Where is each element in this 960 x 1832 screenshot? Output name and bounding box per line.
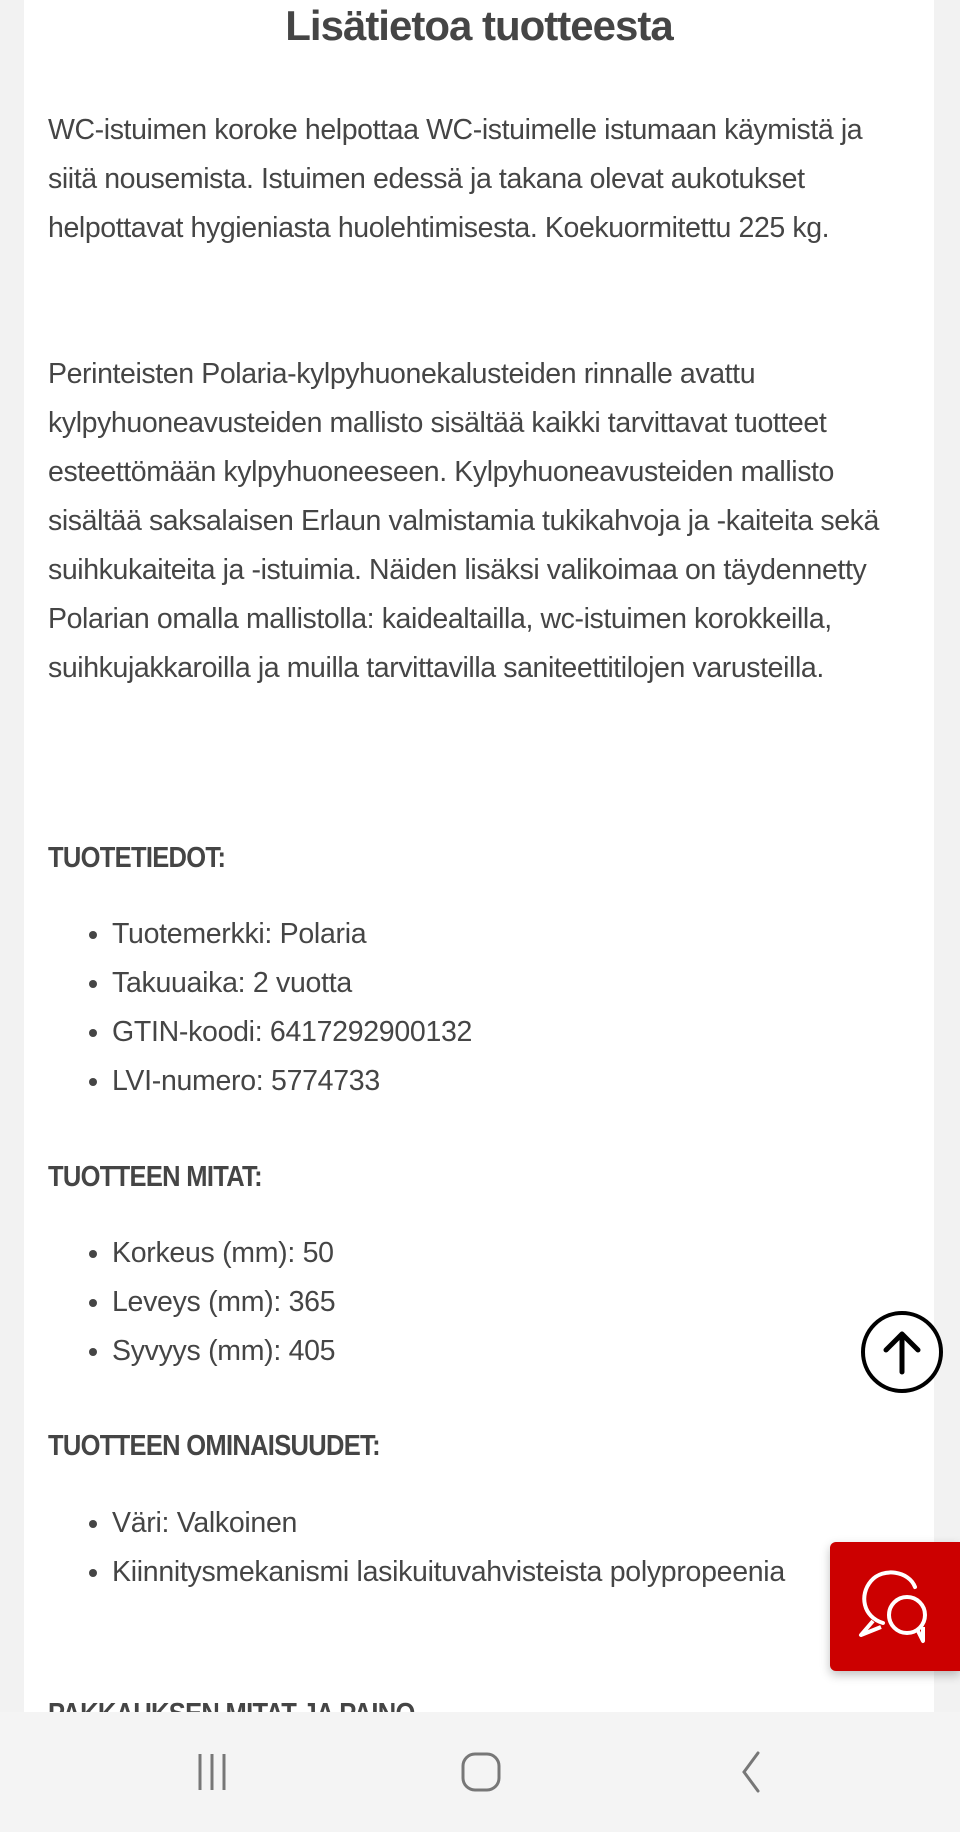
home-button[interactable] — [441, 1742, 521, 1802]
chat-bubbles-icon — [853, 1565, 937, 1649]
features-heading: TUOTTEEN OMINAISUUDET: — [48, 1430, 380, 1462]
dimensions-heading: TUOTTEEN MITAT: — [48, 1161, 262, 1193]
features-list — [48, 1499, 812, 1597]
system-navigation-bar — [0, 1712, 960, 1832]
description-paragraph: WC-istuimen koroke helpottaa WC-istuimelle istumaan käymistä ja siitä nousemista. Istuimen edessä ja takana olevat aukotukset helpottavat hygieniasta huolehtimisesta. Koekuormitettu 225 kg. — [48, 114, 863, 244]
chat-button[interactable] — [830, 1542, 960, 1671]
product-details-card — [24, 0, 934, 1712]
recent-apps-button[interactable] — [172, 1742, 252, 1802]
dimensions-list — [48, 1229, 912, 1376]
list-item: • Kiinnitysmekanismi lasikuituvahvisteista polypropeenia — [112, 1548, 812, 1597]
list-item: • Syvyys (mm): 405 — [112, 1327, 912, 1376]
list-item: • Väri: Valkoinen — [112, 1499, 812, 1548]
back-button[interactable] — [711, 1742, 791, 1802]
description-paragraph: Perinteisten Polaria-kylpyhuonekalusteiden rinnalle avattu kylpyhuoneavusteiden mallisto sisältää kaikki tarvittavat tuotteet esteettömään kylpyhuoneeseen. Kylpyhuoneavusteiden mallisto sisältää saksalaisen Erlaun valmistamia tukikahvoja ja -kaiteita sekä suihkukaiteita ja -istuimia. Näiden lisäksi valikoimaa on täydennetty Polarian omalla mallistolla: kaidealtailla, wc-istuimen korokkeilla, suihkujakkaroilla ja muilla tarvittavilla saniteettitilojen varusteilla. — [48, 358, 879, 684]
list-item: • LVI-numero: 5774733 — [112, 1057, 912, 1106]
list-item: • Takuuaika: 2 vuotta — [112, 959, 912, 1008]
product-info-list — [48, 910, 912, 1106]
product-info-heading: TUOTETIEDOT: — [48, 842, 226, 874]
list-item: • Korkeus (mm): 50 — [112, 1229, 912, 1278]
list-item: • Tuotemerkki: Polaria — [112, 910, 912, 959]
arrow-up-icon — [880, 1328, 924, 1376]
list-item: • GTIN-koodi: 6417292900132 — [112, 1008, 912, 1057]
back-icon — [736, 1750, 766, 1794]
scroll-to-top-button[interactable] — [861, 1311, 943, 1393]
home-icon — [460, 1751, 502, 1793]
recent-apps-icon — [192, 1752, 232, 1792]
section-title: Lisätietoa tuotteesta — [285, 2, 673, 49]
list-item: • Leveys (mm): 365 — [112, 1278, 912, 1327]
